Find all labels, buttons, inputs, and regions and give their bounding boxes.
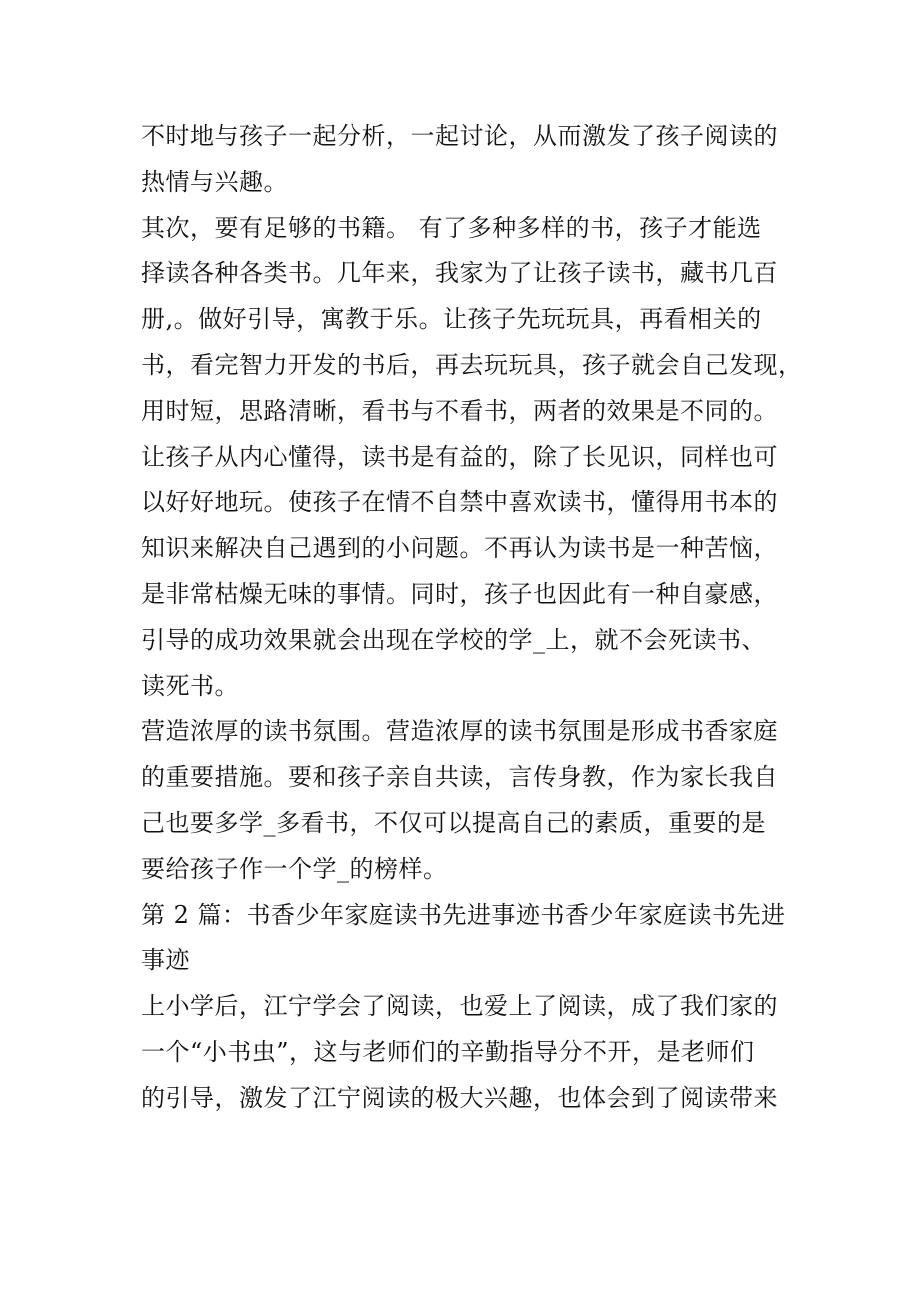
text-line: 书，看完智力开发的书后，再去玩玩具，孩子就会自己发现， (141, 350, 803, 379)
text-line: 的重要措施。要和孩子亲自共读，言传身教，作为家长我自 (141, 763, 778, 792)
text-line: 知识来解决自己遇到的小问题。不再认为读书是一种苦恼， (141, 534, 778, 563)
text-line: 择读各种各类书。几年来，我家为了让孩子读书，藏书几百 (141, 259, 778, 288)
document-body (141, 114, 801, 1122)
text-line: 用时短，思路清晰，看书与不看书，两者的效果是不同的。 (141, 396, 778, 425)
section-heading: 事迹 (141, 946, 190, 975)
text-line: 册,。做好引导，寓教于乐。让孩子先玩玩具，再看相关的 (141, 305, 762, 334)
text-line: 热情与兴趣。 (141, 167, 288, 196)
text-line: 的引导，激发了江宁阅读的极大兴趣，也体会到了阅读带来 (141, 1083, 778, 1112)
text-line: 读死书。 (141, 671, 239, 700)
text-line: 要给孩子作一个学_的榜样。 (141, 854, 448, 883)
text-line: 是非常枯燥无味的事情。同时，孩子也因此有一种自豪感， (141, 579, 778, 608)
text-line: 上小学后，江宁学会了阅读，也爱上了阅读，成了我们家的 (141, 992, 778, 1021)
text-line: 一个“小书虫”，这与老师们的辛勤指导分不开，是老师们 (141, 1037, 755, 1066)
text-line: 己也要多学_多看书，不仅可以提高自己的素质，重要的是 (141, 808, 766, 837)
text-line: 不时地与孩子一起分析，一起讨论，从而激发了孩子阅读的 (141, 122, 778, 150)
text-line: 其次，要有足够的书籍。 有了多种多样的书，孩子才能选 (141, 213, 762, 242)
text-line: 以好好地玩。使孩子在情不自禁中喜欢读书，懂得用书本的 (141, 488, 778, 517)
text-line: 引导的成功效果就会出现在学校的学_上，就不会死读书、 (141, 625, 766, 654)
text-line: 让孩子从内心懂得，读书是有益的，除了长见识，同样也可 (141, 442, 778, 471)
section-heading: 第 2 篇：书香少年家庭读书先进事迹书香少年家庭读书先进 (141, 900, 786, 929)
text-line: 营造浓厚的读书氛围。营造浓厚的读书氛围是形成书香家庭 (141, 717, 778, 746)
